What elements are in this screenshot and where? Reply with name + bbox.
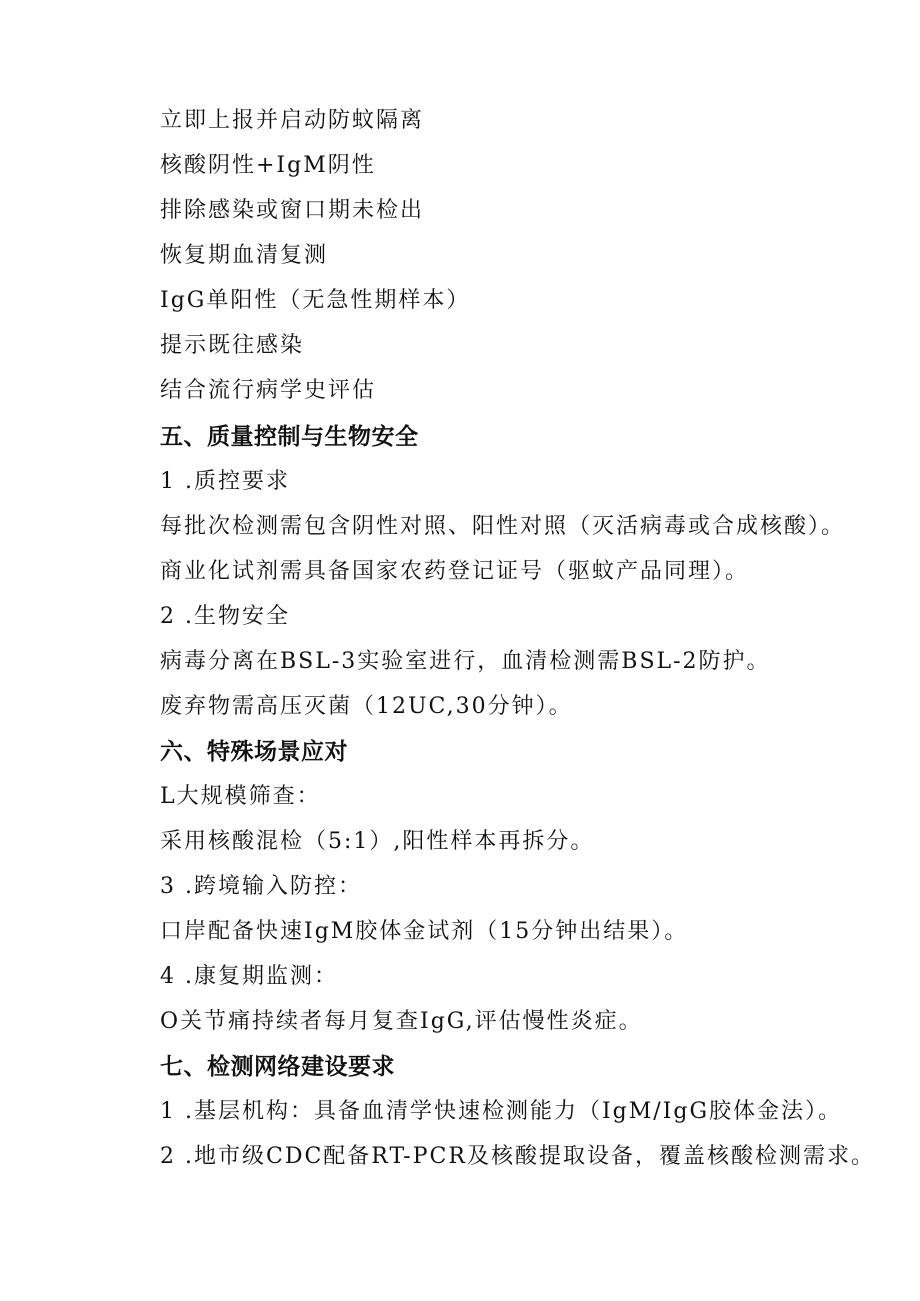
- list-item: 2 .地市级CDC配备RT-PCR及核酸提取设备，覆盖核酸检测需求。: [160, 1144, 875, 1169]
- subsection-title: L大规模筛查：: [160, 784, 321, 809]
- list-item: 1 .基层机构：具备血清学快速检测能力（IgM/IgG胶体金法）。: [160, 1099, 843, 1124]
- text-line: O关节痛持续者每月复查IgG,评估慢性炎症。: [160, 1009, 643, 1034]
- text-line: 采用核酸混检（5:1）,阳性样本再拆分。: [160, 829, 595, 854]
- text-line: 排除感染或窗口期未检出: [160, 198, 425, 223]
- subsection-title: 1 .质控要求: [160, 469, 290, 494]
- text-line: 立即上报并启动防蚊隔离: [160, 108, 425, 133]
- section-heading-quality-control: 五、质量控制与生物安全: [160, 424, 419, 450]
- subsection-title: 3 .跨境输入防控：: [160, 874, 362, 899]
- text-line: 病毒分离在BSL-3实验室进行，血清检测需BSL-2防护。: [160, 649, 771, 674]
- text-line: 恢复期血清复测: [160, 243, 329, 268]
- text-line: 废弃物需高压灭菌（12UC,30分钟）。: [160, 694, 573, 719]
- text-line: 口岸配备快速IgM胶体金试剂（15分钟出结果）。: [160, 919, 689, 944]
- subsection-title: 4 .康复期监测：: [160, 964, 338, 989]
- text-line: 提示既往感染: [160, 333, 305, 358]
- text-line: 商业化试剂需具备国家农药登记证号（驱蚊产品同理）。: [160, 559, 750, 584]
- text-line: 核酸阴性+IgM阴性: [160, 153, 376, 178]
- text-line: 结合流行病学史评估: [160, 378, 377, 403]
- text-line: IgG单阳性（无急性期样本）: [160, 288, 471, 313]
- section-heading-special-scenarios: 六、特殊场景应对: [160, 739, 348, 765]
- section-heading-network: 七、检测网络建设要求: [160, 1054, 395, 1080]
- subsection-title: 2 .生物安全: [160, 604, 290, 629]
- text-line: 每批次检测需包含阴性对照、阳性对照（灭活病毒或合成核酸）。: [160, 514, 846, 539]
